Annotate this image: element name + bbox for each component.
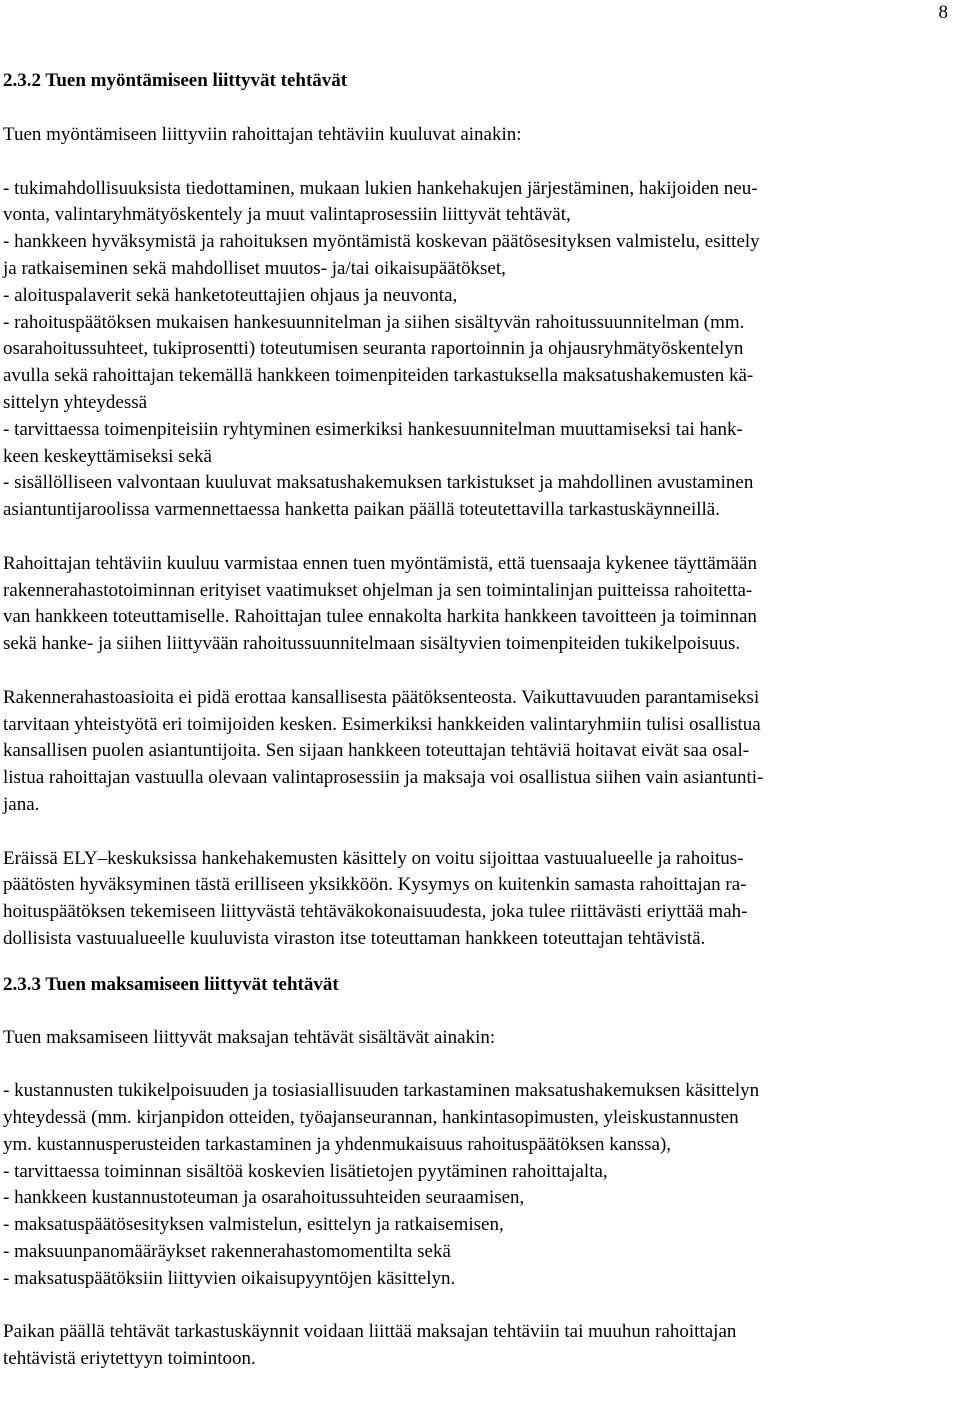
list-line: osarahoitussuhteet, tukiprosentti) toteutumisen seuranta raportoinnin ja ohjausryhmätyöskentelyn [3, 338, 744, 360]
paragraph-line: listua rahoittajan vastuulla olevaan valintaprosessiin ja maksaja voi osallistua siihen vain asiantunti- [3, 767, 764, 789]
section-heading-2-3-3: 2.3.3 Tuen maksamiseen liittyvät tehtävät [3, 973, 339, 995]
list-line: - tarvittaessa toiminnan sisältöä koskevien lisätietojen pyytäminen rahoittajalta, [3, 1160, 608, 1182]
paragraph-line: hoituspäätöksen tekemiseen liittyvästä tehtäväkokonaisuudesta, joka tulee riittävästi eriyttää mah- [3, 901, 748, 923]
paragraph [3, 846, 953, 953]
list-line: yhteydessä (mm. kirjanpidon otteiden, työajanseurannan, hankintasopimusten, yleiskustannusten [3, 1107, 739, 1129]
list-line: - maksatuspäätöksiin liittyvien oikaisupyyntöjen käsittelyn. [3, 1267, 456, 1289]
task-list [3, 176, 953, 524]
list-line: asiantuntijaroolissa varmennettaessa hanketta paikan päällä toteutettavilla tarkastuskäynneillä. [3, 499, 720, 521]
list-line: - aloituspalaverit sekä hanketoteuttajien ohjaus ja neuvonta, [3, 284, 458, 306]
paragraph [3, 551, 953, 658]
paragraph [3, 1319, 953, 1373]
list-line: ym. kustannusperusteiden tarkastaminen ja yhdenmukaisuus rahoituspäätöksen kanssa), [3, 1133, 672, 1155]
paragraph-line: Rahoittajan tehtäviin kuuluu varmistaa ennen tuen myöntämistä, että tuensaaja kykenee täyttämään [3, 552, 757, 574]
paragraph-line: jana. [3, 793, 40, 815]
list-line: - rahoituspäätöksen mukaisen hankesuunnitelman ja siihen sisältyvän rahoitussuunnitelman (mm. [3, 311, 745, 333]
list-line: avulla sekä rahoittajan tekemällä hankkeen toimenpiteiden tarkastuksella maksatushakemusten kä- [3, 365, 754, 387]
page-number: 8 [938, 2, 948, 23]
paragraph [3, 685, 953, 819]
list-line: ja ratkaiseminen sekä mahdolliset muutos- ja/tai oikaisupäätökset, [3, 257, 506, 279]
paragraph-line: tehtävistä eriytettyyn toimintoon. [3, 1348, 256, 1370]
list-line: - hankkeen kustannustoteuman ja osarahoitussuhteiden seuraamisen, [3, 1187, 525, 1209]
paragraph-line: Paikan päällä tehtävät tarkastuskäynnit voidaan liittää maksajan tehtäviin tai muuhun rahoittajan [3, 1321, 737, 1343]
list-line: - maksatuspäätösesityksen valmistelun, esittelyn ja ratkaisemisen, [3, 1214, 504, 1236]
list-line: sittelyn yhteydessä [3, 391, 148, 413]
paragraph-line: van hankkeen toteuttamiselle. Rahoittajan tulee ennakolta harkita hankkeen tavoitteen ja toiminnan [3, 606, 757, 628]
list-line: vonta, valintaryhmätyöskentely ja muut valintaprosessiin liittyvät tehtävät, [3, 204, 571, 226]
paragraph-line: Eräissä ELY–keskuksissa hankehakemusten käsittely on voitu sijoittaa vastuualueelle ja rahoitus- [3, 847, 744, 869]
paragraph-line: sekä hanke- ja siihen liittyvään rahoitussuunnitelmaan sisältyvien toimenpiteiden tukikelpoisuus. [3, 633, 741, 655]
paragraph-line: päätösten hyväksyminen tästä erilliseen yksikköön. Kysymys on kuitenkin samasta rahoittajan ra- [3, 874, 747, 896]
paragraph-line: dollisista vastuualueelle kuuluvista viraston itse toteuttaman hankkeen toteuttajan tehtävistä. [3, 927, 706, 949]
paragraph-line: rakennerahastotoiminnan erityiset vaatimukset ohjelman ja sen toimintalinjan puitteissa rahoitetta- [3, 579, 753, 601]
section-intro: Tuen maksamiseen liittyvät maksajan tehtävät sisältävät ainakin: [3, 1026, 496, 1048]
list-line: - hankkeen hyväksymistä ja rahoituksen myöntämistä koskevan päätösesityksen valmistelu, esittely [3, 231, 760, 253]
list-line: - sisällölliseen valvontaan kuuluvat maksatushakemuksen tarkistukset ja mahdollinen avustaminen [3, 472, 754, 494]
list-line: keen keskeyttämiseksi sekä [3, 445, 212, 467]
list-line: - kustannusten tukikelpoisuuden ja tosiasiallisuuden tarkastaminen maksatushakemuksen käsittelyn [3, 1080, 760, 1102]
section-heading-2-3-2: 2.3.2 Tuen myöntämiseen liittyvät tehtävät [3, 70, 348, 91]
document-body [3, 67, 953, 1373]
paragraph-line: tarvitaan yhteistyötä eri toimijoiden kesken. Esimerkiksi hankkeiden valintaryhmiin tulisi osallistua [3, 713, 761, 735]
list-line: - maksuunpanomääräykset rakennerahastomomentilta sekä [3, 1241, 451, 1263]
task-list [3, 1078, 953, 1292]
list-line: - tarvittaessa toimenpiteisiin ryhtyminen esimerkiksi hankesuunnitelman muuttamiseksi tai hank- [3, 418, 743, 440]
list-line: - tukimahdollisuuksista tiedottaminen, mukaan lukien hankehakujen järjestäminen, hakijoiden neu- [3, 177, 758, 199]
paragraph-line: Rakennerahastoasioita ei pidä erottaa kansallisesta päätöksenteosta. Vaikuttavuuden parantamiseksi [3, 686, 760, 708]
paragraph-line: kansallisen puolen asiantuntijoita. Sen sijaan hankkeen toteuttajan tehtäviä hoitavat eivät saa osal- [3, 740, 750, 762]
section-intro: Tuen myöntämiseen liittyviin rahoittajan tehtäviin kuuluvat ainakin: [3, 124, 522, 145]
